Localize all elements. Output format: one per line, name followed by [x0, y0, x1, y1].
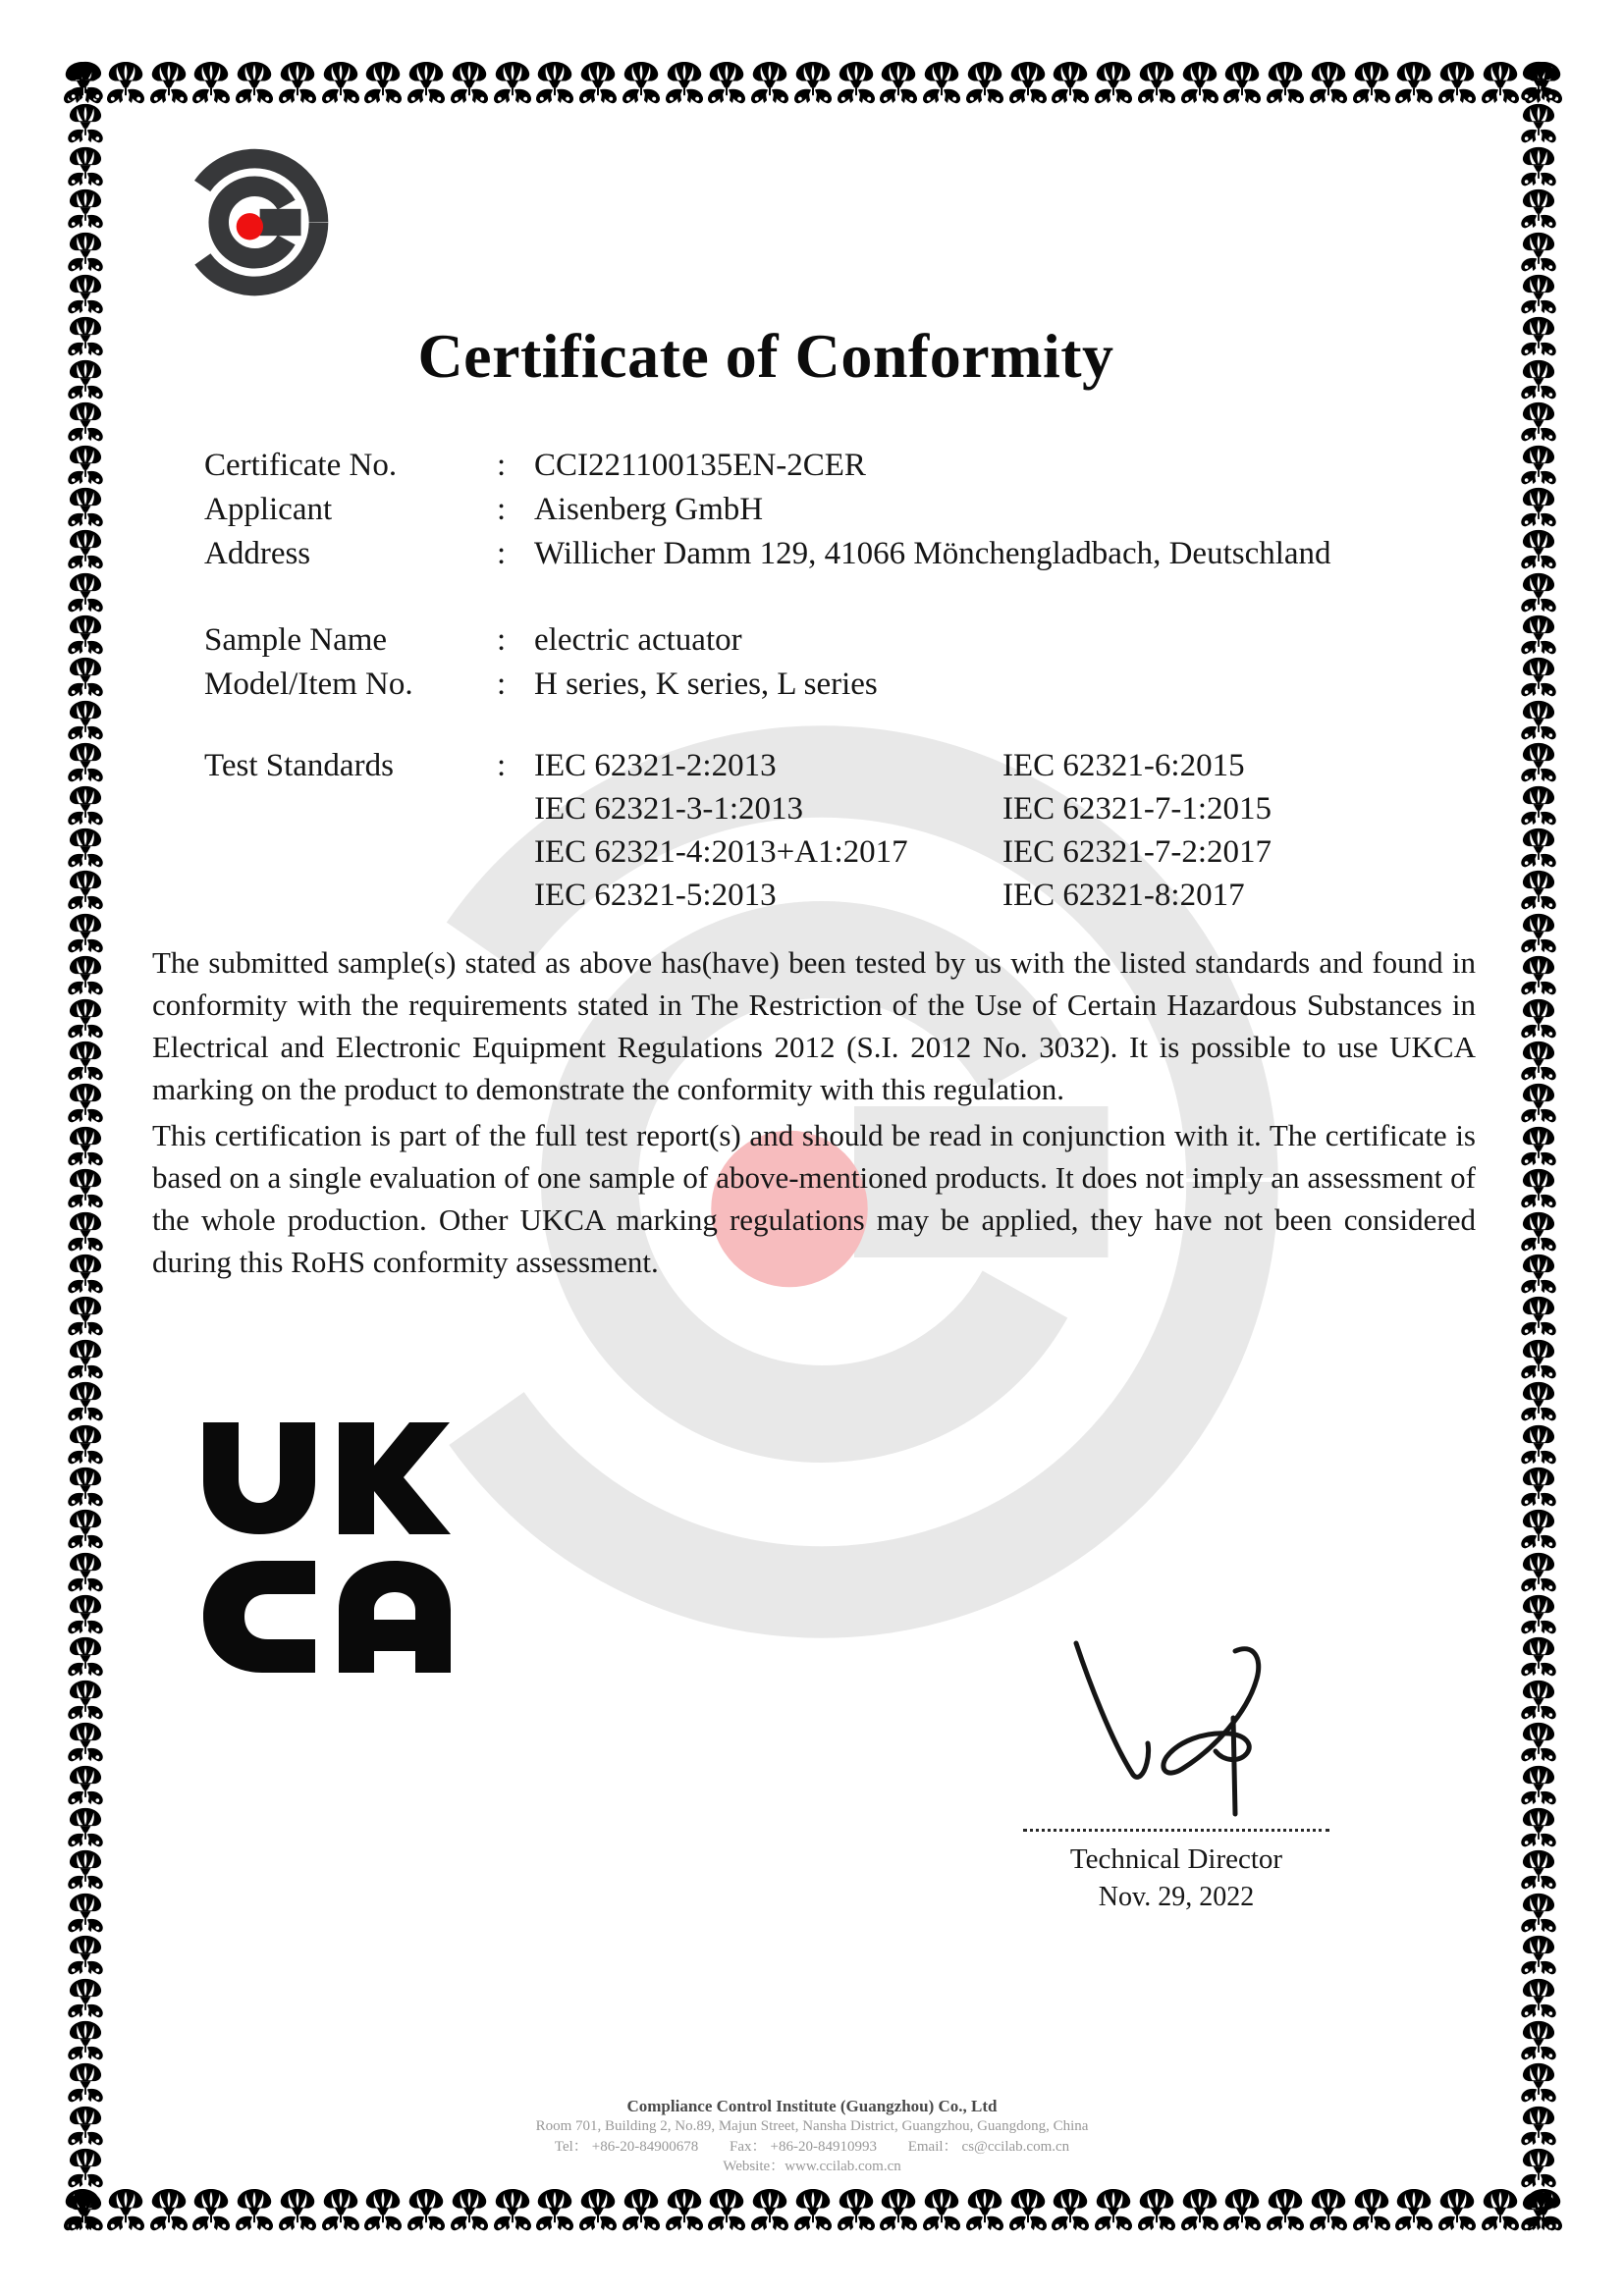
flower-motif-icon	[1519, 1509, 1558, 1550]
flower-motif-icon	[1519, 188, 1558, 230]
flower-motif-icon	[66, 1041, 105, 1082]
flower-motif-icon	[66, 1254, 105, 1295]
footer-fax: Fax： +86-20-84910993	[730, 2138, 877, 2155]
field-colon: :	[497, 492, 507, 527]
flower-motif-icon	[965, 61, 1004, 105]
flower-motif-icon	[66, 487, 105, 528]
footer-company-name: Compliance Control Institute (Guangzhou) Co., Ltd	[626, 2097, 998, 2115]
flower-motif-icon	[1519, 657, 1558, 698]
footer	[321, 2097, 1303, 2177]
field-row-certificate-no	[204, 444, 1471, 488]
certificate-number-value: CCI221100135EN-2CER	[534, 448, 866, 483]
flower-motif-icon	[450, 2188, 489, 2232]
flower-motif-icon	[66, 1339, 105, 1380]
field-label: Certificate No.	[204, 448, 398, 483]
flower-motif-icon	[66, 1467, 105, 1508]
flower-motif-icon	[66, 1893, 105, 1934]
flower-motif-icon	[535, 61, 574, 105]
test-standards-left-column	[534, 744, 1002, 917]
flower-motif-icon	[1519, 1680, 1558, 1721]
flower-motif-icon	[793, 2188, 833, 2232]
field-row-sample-name	[204, 618, 1471, 663]
footer-tel: Tel： +86-20-84900678	[554, 2138, 699, 2155]
flower-motif-icon	[793, 61, 833, 105]
field-label: Test Standards	[204, 748, 394, 783]
flower-motif-icon	[66, 401, 105, 443]
flower-motif-icon	[965, 2188, 1004, 2232]
flower-motif-icon	[1094, 2188, 1133, 2232]
flower-motif-icon	[1222, 61, 1262, 105]
flower-motif-icon	[1519, 1636, 1558, 1678]
flower-motif-icon	[1437, 2188, 1477, 2232]
border-bottom	[63, 2188, 1563, 2232]
flower-motif-icon	[1352, 61, 1391, 105]
flower-motif-icon	[622, 2188, 661, 2232]
flower-motif-icon	[1094, 61, 1133, 105]
flower-motif-icon	[1519, 614, 1558, 656]
flower-motif-icon	[1519, 316, 1558, 357]
field-label: Model/Item No.	[204, 667, 413, 702]
sample-info-block	[204, 618, 1471, 707]
border-left	[66, 61, 105, 2232]
flower-motif-icon	[66, 1636, 105, 1678]
flower-motif-icon	[66, 232, 105, 273]
flower-motif-icon	[66, 274, 105, 315]
field-label: Address	[204, 536, 311, 571]
flower-motif-icon	[665, 2188, 704, 2232]
flower-motif-icon	[1519, 1254, 1558, 1295]
flower-motif-icon	[106, 61, 145, 105]
flower-motif-icon	[707, 61, 746, 105]
flower-motif-icon	[235, 61, 274, 105]
field-label: Sample Name	[204, 622, 388, 658]
flower-motif-icon	[1519, 1594, 1558, 1635]
flower-motif-icon	[1309, 61, 1348, 105]
flower-motif-icon	[1519, 2148, 1558, 2189]
flower-motif-icon	[1137, 2188, 1176, 2232]
flower-motif-icon	[66, 2062, 105, 2104]
flower-motif-icon	[1519, 1083, 1558, 1124]
flower-motif-icon	[406, 61, 446, 105]
field-colon: :	[497, 622, 507, 658]
flower-motif-icon	[66, 1765, 105, 1806]
flower-motif-icon	[1519, 487, 1558, 528]
flower-motif-icon	[622, 61, 661, 105]
flower-motif-icon	[278, 61, 317, 105]
flower-motif-icon	[66, 742, 105, 783]
field-colon: :	[497, 748, 507, 783]
flower-motif-icon	[578, 2188, 618, 2232]
test-standards-right-column	[1002, 744, 1272, 917]
flower-motif-icon	[922, 61, 961, 105]
flower-motif-icon	[66, 1722, 105, 1763]
flower-motif-icon	[1394, 2188, 1434, 2232]
flower-motif-icon	[235, 2188, 274, 2232]
flower-motif-icon	[66, 572, 105, 614]
flower-motif-icon	[1352, 2188, 1391, 2232]
border-top	[63, 61, 1563, 105]
statement-paragraphs	[152, 941, 1476, 1283]
flower-motif-icon	[1519, 1552, 1558, 1593]
standard-item: IEC 62321-3-1:2013	[534, 791, 804, 827]
test-standards-columns	[534, 744, 1471, 917]
flower-motif-icon	[363, 2188, 403, 2232]
field-label: Applicant	[204, 492, 333, 527]
flower-motif-icon	[66, 445, 105, 486]
flower-motif-icon	[66, 1381, 105, 1422]
flower-motif-icon	[1008, 61, 1048, 105]
flower-motif-icon	[66, 913, 105, 954]
flower-motif-icon	[321, 2188, 360, 2232]
flower-motif-icon	[66, 614, 105, 656]
logo-red-dot	[237, 213, 263, 240]
certificate-info-block	[204, 444, 1471, 576]
flower-motif-icon	[278, 2188, 317, 2232]
flower-motif-icon	[66, 1849, 105, 1891]
flower-motif-icon	[1394, 61, 1434, 105]
flower-motif-icon	[66, 1978, 105, 2019]
flower-motif-icon	[363, 61, 403, 105]
model-item-value: H series, K series, L series	[534, 667, 878, 702]
flower-motif-icon	[1137, 61, 1176, 105]
flower-motif-icon	[1437, 61, 1477, 105]
sample-name-value: electric actuator	[534, 622, 742, 658]
flower-motif-icon	[879, 61, 918, 105]
flower-motif-icon	[493, 2188, 532, 2232]
standard-item: IEC 62321-4:2013+A1:2017	[534, 834, 908, 870]
flower-motif-icon	[1266, 61, 1305, 105]
field-colon: :	[497, 667, 507, 702]
flower-motif-icon	[1180, 61, 1219, 105]
flower-motif-icon	[1519, 1765, 1558, 1806]
flower-motif-icon	[493, 61, 532, 105]
flower-motif-icon	[1519, 2062, 1558, 2104]
flower-motif-icon	[1519, 232, 1558, 273]
signoff-date: Nov. 29, 2022	[1098, 1882, 1255, 1912]
flower-motif-icon	[106, 2188, 145, 2232]
flower-motif-icon	[66, 998, 105, 1040]
flower-motif-icon	[66, 1168, 105, 1209]
page-title: Certificate of Conformity	[417, 321, 1114, 391]
flower-motif-icon	[66, 146, 105, 187]
flower-motif-icon	[191, 61, 231, 105]
field-colon: :	[497, 536, 507, 571]
footer-email: Email： cs@ccilab.com.cn	[907, 2138, 1070, 2155]
flower-motif-icon	[1519, 870, 1558, 911]
flower-motif-icon	[321, 61, 360, 105]
statement-paragraph-1: The submitted sample(s) stated as above has(have) been tested by us with the listed standards and found in conformity with the requirements stated in The Restriction of the Use of Certain Hazardous Substances in Electrical and Electronic Equipment Regulations 2012 (S.I. 2012 No. 3032). It is possible to use UKCA marking on the product to demonstrate the conformity with this regulation.	[152, 945, 1476, 1106]
flower-motif-icon	[1519, 2106, 1558, 2147]
standard-item: IEC 62321-7-2:2017	[1002, 834, 1272, 870]
flower-motif-icon	[66, 2191, 105, 2232]
flower-motif-icon	[1519, 913, 1558, 954]
flower-motif-icon	[1519, 2020, 1558, 2061]
footer-address: Room 701, Building 2, No.89, Majun Street, Nansha District, Guangzhou, Guangdong, China	[535, 2118, 1089, 2134]
flower-motif-icon	[1519, 742, 1558, 783]
flower-motif-icon	[66, 1552, 105, 1593]
standard-item: IEC 62321-6:2015	[1002, 748, 1245, 783]
flower-motif-icon	[1519, 274, 1558, 315]
flower-motif-icon	[1519, 785, 1558, 827]
flower-motif-icon	[1519, 1467, 1558, 1508]
test-standards-block	[204, 744, 1471, 917]
flower-motif-icon	[149, 61, 189, 105]
signer-role: Technical Director	[1069, 1843, 1283, 1875]
flower-motif-icon	[191, 2188, 231, 2232]
flower-motif-icon	[1519, 1935, 1558, 1976]
flower-motif-icon	[1519, 1978, 1558, 2019]
flower-motif-icon	[66, 785, 105, 827]
flower-motif-icon	[1519, 1424, 1558, 1466]
flower-motif-icon	[1519, 1168, 1558, 1209]
flower-motif-icon	[665, 61, 704, 105]
flower-motif-icon	[750, 61, 789, 105]
flower-motif-icon	[535, 2188, 574, 2232]
flower-motif-icon	[1519, 700, 1558, 741]
standard-item: IEC 62321-7-1:2015	[1002, 791, 1272, 827]
flower-motif-icon	[66, 316, 105, 357]
footer-contact-line	[321, 2137, 1303, 2158]
flower-motif-icon	[66, 188, 105, 230]
field-row-applicant	[204, 488, 1471, 532]
signoff-block	[1000, 1829, 1353, 1913]
flower-motif-icon	[1519, 2191, 1558, 2232]
address-value: Willicher Damm 129, 41066 Mönchengladbach, Deutschland	[534, 536, 1331, 571]
flower-motif-icon	[66, 61, 105, 102]
flower-motif-icon	[750, 2188, 789, 2232]
flower-motif-icon	[66, 529, 105, 570]
flower-motif-icon	[450, 61, 489, 105]
flower-motif-icon	[66, 1211, 105, 1253]
flower-motif-icon	[1008, 2188, 1048, 2232]
flower-motif-icon	[66, 828, 105, 869]
flower-motif-icon	[406, 2188, 446, 2232]
flower-motif-icon	[1519, 1296, 1558, 1337]
field-row-address	[204, 532, 1471, 576]
flower-motif-icon	[1519, 146, 1558, 187]
field-colon: :	[497, 448, 507, 483]
cci-logo	[171, 138, 339, 306]
flower-motif-icon	[1519, 61, 1558, 102]
flower-motif-icon	[149, 2188, 189, 2232]
flower-motif-icon	[1051, 2188, 1090, 2232]
flower-motif-icon	[66, 1680, 105, 1721]
flower-motif-icon	[1519, 1381, 1558, 1422]
flower-motif-icon	[1222, 2188, 1262, 2232]
signature-scribble	[1060, 1622, 1286, 1828]
applicant-value: Aisenberg GmbH	[534, 492, 764, 527]
ukca-mark	[203, 1422, 451, 1673]
signature-dotted-line	[1023, 1829, 1329, 1832]
flower-motif-icon	[1519, 828, 1558, 869]
flower-motif-icon	[1481, 2188, 1520, 2232]
flower-motif-icon	[1519, 998, 1558, 1040]
flower-motif-icon	[66, 1083, 105, 1124]
flower-motif-icon	[1519, 529, 1558, 570]
footer-website: Website：www.ccilab.com.cn	[723, 2159, 901, 2174]
border-right	[1519, 61, 1558, 2232]
flower-motif-icon	[66, 103, 105, 144]
field-row-model-item-no	[204, 663, 1471, 707]
flower-motif-icon	[1481, 61, 1520, 105]
flower-motif-icon	[66, 1935, 105, 1976]
flower-motif-icon	[66, 1296, 105, 1337]
standard-item: IEC 62321-5:2013	[534, 878, 777, 913]
flower-motif-icon	[879, 2188, 918, 2232]
flower-motif-icon	[1180, 2188, 1219, 2232]
flower-motif-icon	[66, 2106, 105, 2147]
flower-motif-icon	[1519, 1339, 1558, 1380]
flower-motif-icon	[66, 1126, 105, 1167]
statement-paragraph-2: This certification is part of the full test report(s) and should be read in conjunction with it. The certificate is based on a single evaluation of one sample of above-mentioned products. It does not imply an assessment of the whole production. Other UKCA marking regulations may be applied, they have not been considered during this RoHS conformity assessment.	[152, 1118, 1476, 1279]
flower-motif-icon	[1309, 2188, 1348, 2232]
flower-motif-icon	[1266, 2188, 1305, 2232]
flower-motif-icon	[922, 2188, 961, 2232]
flower-motif-icon	[1519, 1849, 1558, 1891]
flower-motif-icon	[66, 359, 105, 400]
flower-motif-icon	[1519, 1722, 1558, 1763]
flower-motif-icon	[1519, 401, 1558, 443]
flower-motif-icon	[837, 2188, 876, 2232]
field-row-test-standards	[204, 744, 1471, 917]
flower-motif-icon	[837, 61, 876, 105]
flower-motif-icon	[66, 1594, 105, 1635]
flower-motif-icon	[707, 2188, 746, 2232]
flower-motif-icon	[66, 2020, 105, 2061]
flower-motif-icon	[1519, 572, 1558, 614]
flower-motif-icon	[1519, 955, 1558, 996]
flower-motif-icon	[66, 1509, 105, 1550]
flower-motif-icon	[1519, 1126, 1558, 1167]
flower-motif-icon	[578, 61, 618, 105]
flower-motif-icon	[66, 657, 105, 698]
flower-motif-icon	[66, 700, 105, 741]
flower-motif-icon	[66, 2148, 105, 2189]
flower-motif-icon	[1519, 1893, 1558, 1934]
flower-motif-icon	[66, 1807, 105, 1848]
flower-motif-icon	[1519, 1041, 1558, 1082]
flower-motif-icon	[66, 870, 105, 911]
flower-motif-icon	[1051, 61, 1090, 105]
flower-motif-icon	[1519, 103, 1558, 144]
flower-motif-icon	[66, 1424, 105, 1466]
standard-item: IEC 62321-2:2013	[534, 748, 777, 783]
flower-motif-icon	[1519, 359, 1558, 400]
flower-motif-icon	[1519, 1807, 1558, 1848]
flower-motif-icon	[1519, 445, 1558, 486]
flower-motif-icon	[1519, 1211, 1558, 1253]
standard-item: IEC 62321-8:2017	[1002, 878, 1245, 913]
flower-motif-icon	[66, 955, 105, 996]
